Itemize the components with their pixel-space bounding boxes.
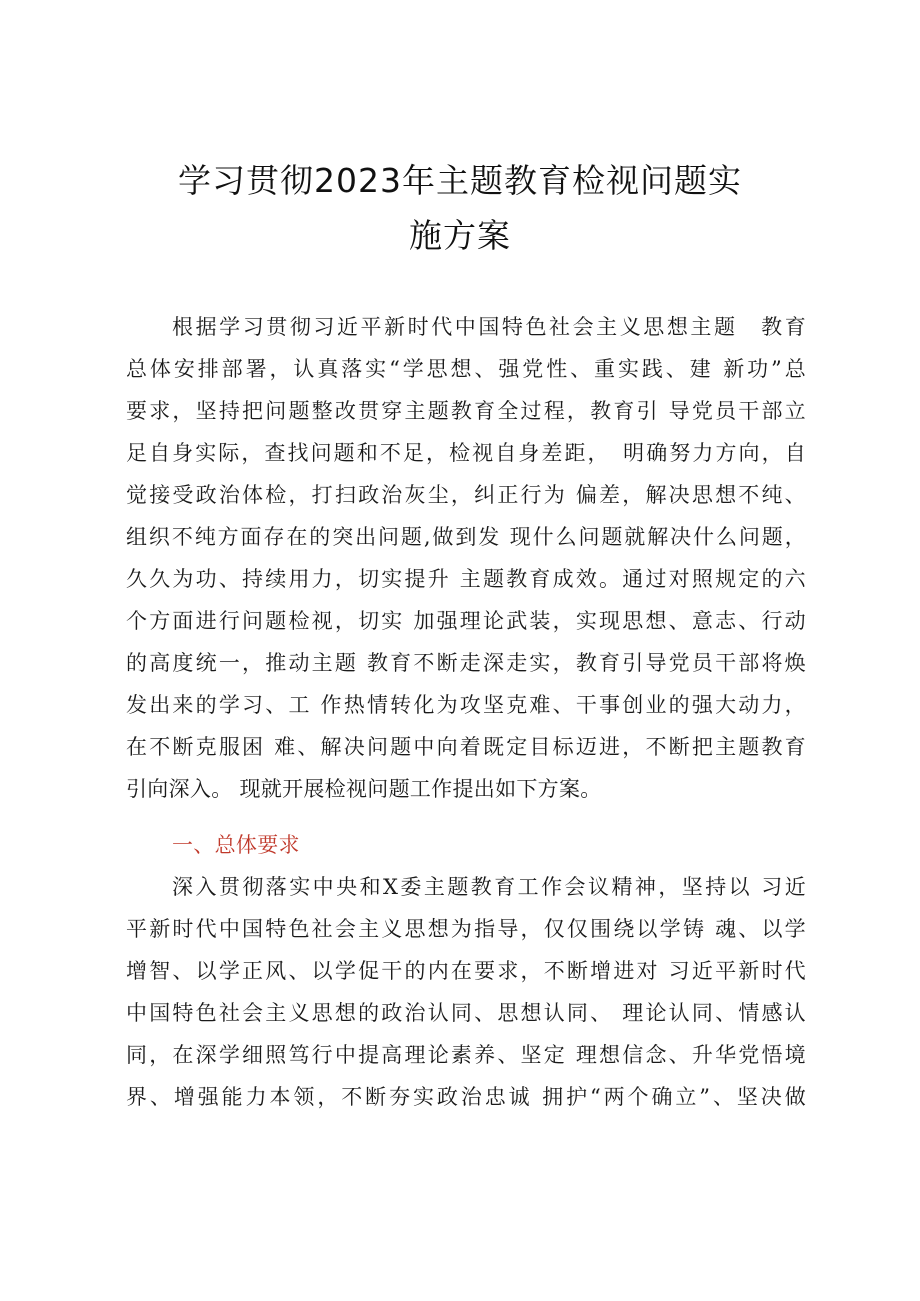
paragraph-1-line: 的高度统一，推动主题 教育不断走深走实，教育引导党员干部将焕 bbox=[126, 651, 806, 675]
paragraph-2-line: 中国特色社会主义思想的政治认同、思想认同、 理论认同、情感认 bbox=[126, 1001, 806, 1025]
paragraph-1-line: 发出来的学习、工 作热情转化为攻坚克难、干事创业的强大动力， bbox=[126, 693, 806, 717]
paragraph-2-line: 增智、以学正风、以学促干的内在要求，不断增进对 习近平新时代 bbox=[126, 959, 806, 983]
document-title-line-2: 施方案 bbox=[409, 216, 511, 255]
paragraph-1-line: 根据学习贯彻习近平新时代中国特色社会主义思想主题 教育 bbox=[172, 315, 806, 339]
paragraph-2-line: 平新时代中国特色社会主义思想为指导，仅仅围绕以学铸 魂、以学 bbox=[126, 917, 806, 941]
section-heading: 一、总体要求 bbox=[172, 833, 300, 857]
paragraph-1-line: 组织不纯方面存在的突出问题,做到发 现什么问题就解决什么问题， bbox=[126, 525, 806, 549]
paragraph-1-line: 个方面进行问题检视，切实 加强理论武装，实现思想、意志、行动 bbox=[126, 609, 806, 633]
paragraph-1-line: 总体安排部署，认真落实“学思想、强党性、重实践、建 新功”总 bbox=[126, 357, 806, 381]
paragraph-1-line: 引向深入。 现就开展检视问题工作提出如下方案。 bbox=[126, 777, 602, 801]
paragraph-1-line: 觉接受政治体检，打扫政治灰尘，纠正行为 偏差，解决思想不纯、 bbox=[126, 483, 806, 507]
paragraph-1-line: 在不断克服困 难、解决问题中向着既定目标迈进，不断把主题教育 bbox=[126, 735, 806, 759]
paragraph-1-line: 久久为功、持续用力，切实提升 主题教育成效。通过对照规定的六 bbox=[126, 567, 806, 591]
paragraph-1-line: 要求，坚持把问题整改贯穿主题教育全过程，教育引 导党员干部立 bbox=[126, 399, 806, 423]
paragraph-2-line: 深入贯彻落实中央和X委主题教育工作会议精神，坚持以 习近 bbox=[172, 875, 806, 899]
paragraph-2-line: 同，在深学细照笃行中提高理论素养、坚定 理想信念、升华党悟境 bbox=[126, 1043, 806, 1067]
paragraph-1-line: 足自身实际，查找问题和不足，检视自身差距， 明确努力方向，自 bbox=[126, 441, 806, 465]
document-title-line-1: 学习贯彻2023年主题教育检视问题实 bbox=[178, 161, 742, 200]
paragraph-2-line: 界、增强能力本领，不断夯实政治忠诚 拥护“两个确立”、坚决做 bbox=[126, 1085, 806, 1109]
